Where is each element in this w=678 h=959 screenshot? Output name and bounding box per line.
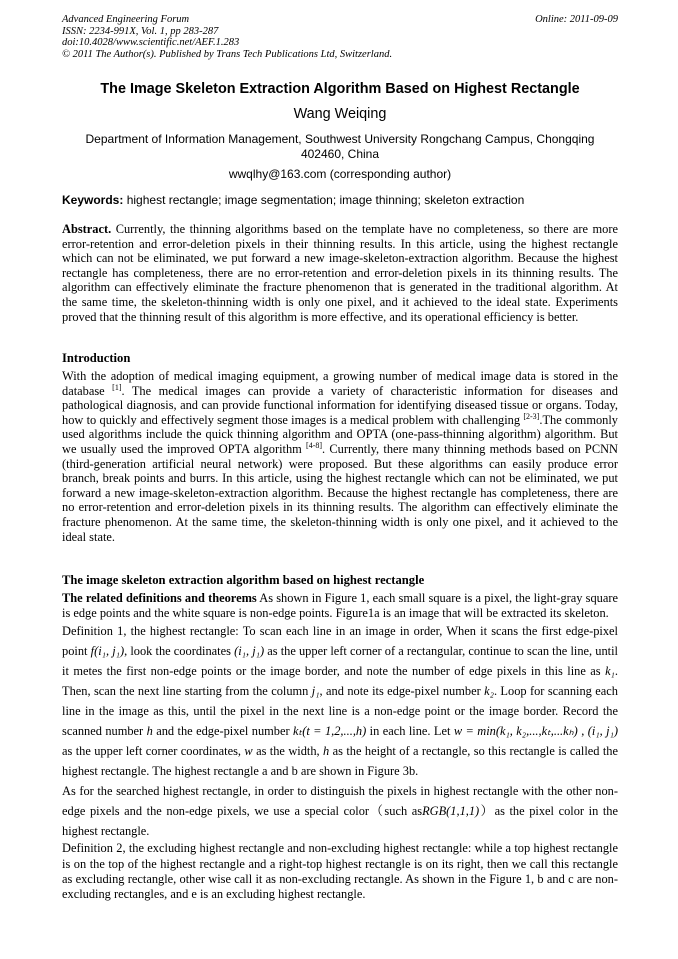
- definitions-text: As shown in Figure 1, each small square is a pixel, the light-gray square is edge points and the white square is non-edge points. Figure1a is an image that will be extracted its skeleton.: [62, 591, 618, 621]
- keywords-text: highest rectangle; image segmentation; image thinning; skeleton extraction: [126, 193, 525, 207]
- math-h: h: [323, 744, 330, 759]
- citation-4-8: [4-8]: [306, 440, 323, 450]
- journal-name: Advanced Engineering Forum: [62, 14, 190, 25]
- abstract-label: Abstract.: [62, 222, 112, 236]
- abstract: [62, 222, 618, 324]
- doi-line: doi:10.4028/www.scientific.net/AEF.1.283: [62, 37, 240, 48]
- math-f-i1-j1: f(i₁, j₁): [90, 644, 125, 659]
- math-i1-j1: (i₁, j₁): [587, 724, 619, 739]
- def1-text: , look the coordinates: [124, 644, 231, 659]
- definition-2: Definition 2, the excluding highest rectangle and non-excluding highest rectangle: while a top highest rectangle is on the top of the highest rectangle and a right-top highest rectangle is on its right, then we call this rectangle as excluding rectangle, other wise call it as non-excluding rectangle. As shown in the Figure 1, b and c are non-excluding rectangles, and e is an excluding highest rectangle.: [62, 841, 618, 902]
- math-i1-j1: (i₁, j₁): [234, 644, 265, 659]
- algorithm-section: [62, 591, 618, 902]
- def1-text: and the edge-pixel number: [156, 724, 290, 739]
- def1-text: as the upper left corner of a rectangular, continue to scan the line, until it metes the first non-edge points or the image border, and note the number of edge pixels in this line as: [62, 644, 618, 679]
- keywords: [62, 193, 618, 207]
- math-k1: k₁: [605, 664, 615, 679]
- journal-header: [62, 14, 618, 60]
- intro-text-2: . The medical images can provide a variety of characteristic information for diseases and pathological diagnosis, and can provide functional information for identifying diseased tissue or organs. Today, how to quickly and effectively segment those images is a medical problem with challenging: [62, 383, 618, 427]
- def1-text: ,: [581, 724, 585, 739]
- math-rgb: RGB(1,1,1): [422, 804, 480, 819]
- math-j1: j₁: [311, 684, 320, 699]
- def1-text: . Then, scan the next line starting from the column: [62, 664, 618, 699]
- definition-1: [62, 621, 618, 781]
- online-date: Online: 2011-09-09: [535, 14, 618, 25]
- citation-1: [1]: [112, 382, 122, 392]
- math-h: h: [146, 724, 153, 739]
- keywords-label: Keywords:: [62, 193, 124, 207]
- introduction-paragraph: [62, 369, 618, 544]
- def1-text: Definition 1, the highest rectangle: To scan each line in an image in order, When it scans the first edge-pixel point: [62, 624, 618, 659]
- introduction-heading: Introduction: [62, 351, 131, 365]
- affiliation: Department of Information Management, Southwest University Rongchang Campus, Chongqing 402460, China: [85, 132, 595, 161]
- definitions-paragraph: [62, 591, 618, 621]
- def1-text: , and note its edge-pixel number: [319, 684, 481, 699]
- def1-text: as the height of a rectangle, so this rectangle is called the highest rectangle. The highest rectangle a and b are shown in Figure 3b.: [62, 744, 619, 779]
- intro-text-1: With the adoption of medical imaging equipment, a growing number of medical image data is stored in the database: [62, 369, 618, 398]
- math-k2: k₂: [484, 684, 494, 699]
- author-email: wwqlhy@163.com (corresponding author): [228, 167, 452, 181]
- citation-2-3: [2-3]: [523, 411, 540, 421]
- issn-line: ISSN: 2234-991X, Vol. 1, pp 283-287: [62, 25, 219, 37]
- math-kt: kₜ(t = 1,2,...,h): [293, 724, 367, 739]
- math-w-min: w = min(k₁, k₂,...,kₜ,...kₕ): [453, 724, 578, 739]
- color-text: As for the searched highest rectangle, in order to distinguish the pixels in highest rectangle with the other non-edge pixels and the non-edge pixels, we use a special color（such as: [62, 784, 618, 819]
- intro-text-4: . Currently, there many thinning methods based on PCNN (third-generation artificial neural network) were proposed. But these algorithms can easily produce error branch, break points and burrs. In this article, using the highest rectangle which can not be eliminated, we put forward a new image-skeleton-extraction algorithm. Because the highest rectangle has completeness, there are no error-retention and error-deletion pixels in its thinning results. The algorithm can effectively eliminate the fracture phenomenon. At the same time, the skeleton-thinning width is only one pixel, and it achieved to the ideal state.: [62, 441, 618, 544]
- section-heading-algorithm: The image skeleton extraction algorithm based on highest rectangle: [62, 573, 425, 587]
- author-name: Wang Weiqing: [293, 106, 387, 122]
- def1-text: in each line. Let: [369, 724, 451, 739]
- def1-text: as the width,: [256, 744, 320, 759]
- copyright-line: © 2011 The Author(s). Published by Trans Tech Publications Ltd, Switzerland.: [62, 48, 393, 60]
- def1-text: as the upper left corner coordinates,: [62, 744, 241, 759]
- intro-text-3: .The commonly used algorithms include the quick thinning algorithm and OPTA (one-pass-thinning algorithm) algorithm. But we usually used the improved OPTA algorithm: [62, 412, 618, 456]
- math-w: w: [244, 744, 253, 759]
- color-text: ）as the pixel color in the highest rectangle.: [62, 804, 618, 839]
- paper-title: The Image Skeleton Extraction Algorithm Based on Highest Rectangle: [100, 81, 580, 97]
- def1-text: . Loop for scanning each line in the image as this, until the pixel in the next line is a non-edge point or the image border. Record the scanned number: [62, 684, 618, 739]
- abstract-text: Currently, the thinning algorithms based on the template have no completeness, so there are more error-retention and error-deletion pixels in their thinning results. In this article, using the highest rectangle which can not be eliminated, we put forward a new image-skeleton-extraction algorithm. Because the highest rectangle has completeness, there are no error-retention and error-deletion pixels in its thinning results. The algorithm can effectively eliminate the fracture phenomenon that is generated in the traditional algorithm. At the same time, the skeleton-thinning width is only one pixel, and it achieved to the ideal state. Experiments proved that the thinning result of this algorithm is more effective, and its operational efficiency is better.: [62, 222, 618, 324]
- definitions-label: The related definitions and theorems: [62, 591, 257, 605]
- color-paragraph: [62, 781, 618, 841]
